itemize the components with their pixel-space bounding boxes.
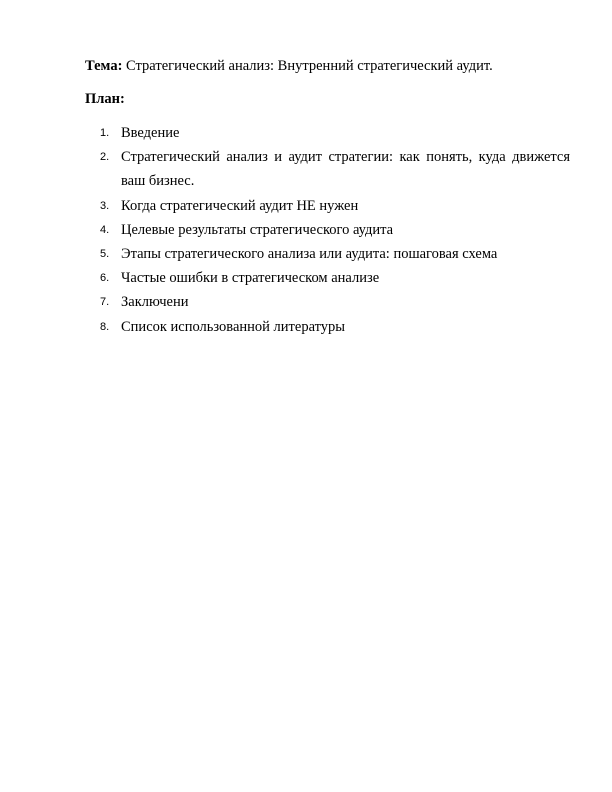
topic-label: Тема: bbox=[85, 58, 123, 74]
plan-item-text: Список использованной литературы bbox=[121, 318, 346, 335]
plan-item-6 bbox=[85, 266, 570, 290]
plan-item-number: 6. bbox=[100, 272, 110, 285]
topic-line bbox=[85, 57, 493, 75]
plan-item-4 bbox=[85, 218, 570, 242]
plan-list bbox=[85, 121, 570, 339]
plan-item-number: 2. bbox=[100, 151, 110, 164]
plan-item-8 bbox=[85, 315, 570, 339]
plan-item-text: Частые ошибки в стратегическом анализе bbox=[121, 270, 380, 287]
plan-item-text: Заключени bbox=[121, 294, 189, 311]
plan-item-number: 5. bbox=[100, 248, 110, 261]
plan-item-3 bbox=[85, 194, 570, 218]
plan-item-7 bbox=[85, 290, 570, 314]
plan-item-1 bbox=[85, 121, 570, 145]
plan-item-text: Целевые результаты стратегического аудита bbox=[121, 221, 394, 238]
plan-heading: План: bbox=[85, 91, 125, 107]
plan-item-text: Когда стратегический аудит НЕ нужен bbox=[121, 197, 359, 214]
plan-item-number: 4. bbox=[100, 223, 110, 236]
plan-item-text: Введение bbox=[121, 125, 180, 141]
plan-item-number: 1. bbox=[100, 127, 110, 139]
plan-item-2 bbox=[85, 145, 570, 193]
plan-item-number: 3. bbox=[100, 199, 110, 212]
plan-item-text: Этапы стратегического анализа или аудита: пошаговая схема bbox=[121, 246, 498, 263]
plan-item-number: 7. bbox=[100, 296, 110, 309]
plan-item-5 bbox=[85, 242, 570, 266]
plan-item-number: 8. bbox=[100, 320, 110, 333]
plan-item-text: Стратегический анализ и аудит стратегии: как понять, куда движется ваш бизнес. bbox=[121, 149, 570, 190]
topic-value: Стратегический анализ: Внутренний стратегический аудит. bbox=[122, 58, 493, 74]
